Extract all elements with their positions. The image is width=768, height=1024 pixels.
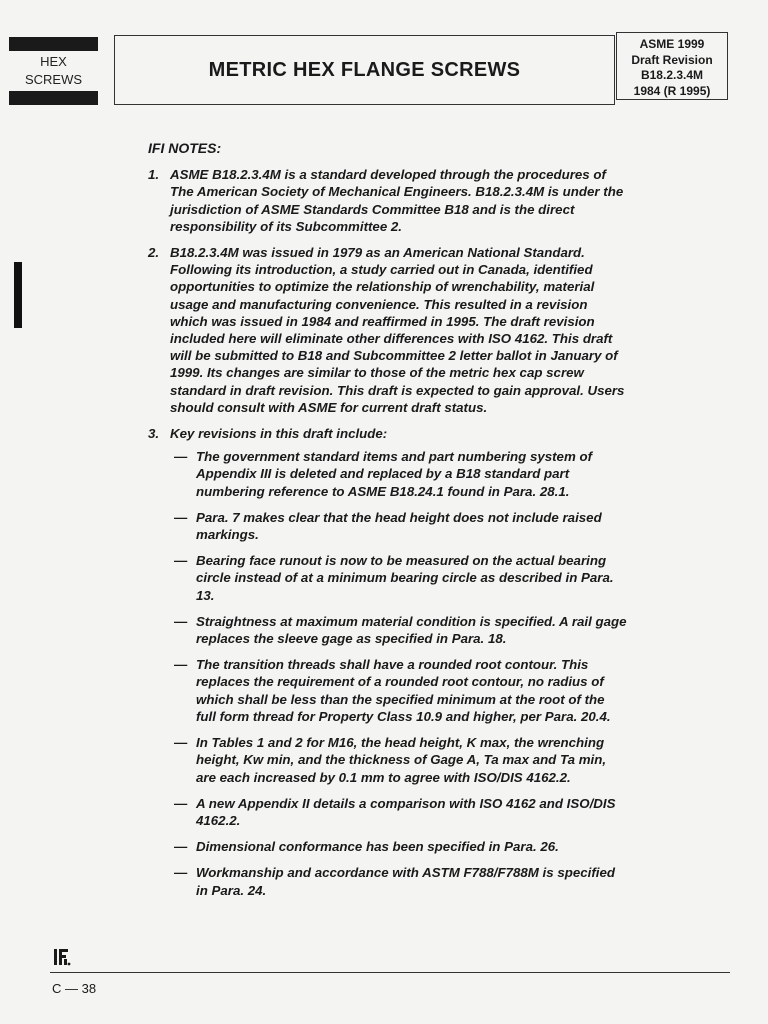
tab-bar-bottom <box>9 91 98 105</box>
revision-item <box>148 552 628 604</box>
tab-bar-top <box>9 37 98 51</box>
note-number: 2. <box>148 245 160 261</box>
revision-text: Workmanship and accordance with ASTM F788/F788M is specified in Para. 24. <box>196 865 615 898</box>
dash-bullet: — <box>174 657 188 673</box>
revision-text: Dimensional conformance has been specified in Para. 26. <box>196 839 559 855</box>
dash-bullet: — <box>174 509 188 525</box>
revision-text: The government standard items and part numbering system of Appendix III is deleted and replaced by a B18 standard part numbering reference to ASME B18.24.1 found in Para. 28.1. <box>196 449 593 499</box>
revision-item <box>148 656 628 725</box>
revision-text: A new Appendix II details a comparison with ISO 4162 and ISO/DIS 4162.2. <box>196 795 616 828</box>
ref-line-3: B18.2.3.4M <box>640 68 704 82</box>
revision-text: The transition threads shall have a rounded root contour. This replaces the requirement of a rounded root contour, no radius of which shall be less than the specified minimum at the root of the full form thread for Property Class 10.9 and higher, per Para. 20.4. <box>196 657 611 724</box>
note-text: Key revisions in this draft include: <box>170 426 388 442</box>
ifi-logo-icon <box>52 946 72 968</box>
standard-reference-box <box>616 32 728 100</box>
page-title: METRIC HEX FLANGE SCREWS <box>208 58 521 81</box>
ref-line-4: 1984 (R 1995) <box>633 83 711 98</box>
revision-text: Bearing face runout is now to be measured on the actual bearing circle instead of at a minimum bearing circle as described in Para. 13. <box>196 553 614 603</box>
note-item <box>148 425 628 899</box>
dash-bullet: — <box>174 449 188 465</box>
revision-text: In Tables 1 and 2 for M16, the head height, K max, the wrenching height, Kw min, and the thickness of Gage A, Ta max and Ta min, are each increased by 0.1 mm to agree with ISO/DIS 4162.2. <box>196 735 607 785</box>
section-tab <box>9 37 98 105</box>
ifi-notes <box>148 140 628 908</box>
note-number: 1. <box>148 167 160 183</box>
note-number: 3. <box>148 426 160 442</box>
margin-marker <box>14 262 22 328</box>
note-item <box>148 166 628 235</box>
section-tab-label: HEX SCREWS <box>24 54 83 87</box>
dash-bullet: — <box>174 735 188 751</box>
dash-bullet: — <box>174 613 188 629</box>
note-item <box>148 244 628 416</box>
dash-bullet: — <box>174 865 188 881</box>
revision-item <box>148 838 628 855</box>
revision-text: Para. 7 makes clear that the head height does not include raised markings. <box>196 509 602 543</box>
revision-text: Straightness at maximum material condition is specified. A rail gage replaces the sleeve gage as specified in Para. 18. <box>196 613 627 647</box>
notes-heading: IFI NOTES: <box>148 140 222 156</box>
revision-list <box>170 448 628 898</box>
dash-bullet: — <box>174 839 188 855</box>
revision-item <box>148 613 628 647</box>
note-text: B18.2.3.4M was issued in 1979 as an American National Standard. Following its introduction, a study carried out in Canada, identified opportunities to optimize the relationship of wrenchability, material usage and manufacturing convenience. This resulted in a revision which was issued in 1984 and reaffirmed in 1995. The draft revision included here will eliminate other differences with ISO 4162. This draft will be submitted to B18 and Subcommittee 2 letter ballot in January of 1999. Its changes are similar to those of the metric hex cap screw standard in draft revision. This draft is expected to gain approval. Users should consult with ASME for current draft status. <box>170 245 625 415</box>
dash-bullet: — <box>174 795 188 811</box>
page-number: C — 38 <box>52 981 97 996</box>
footer-divider <box>50 972 730 973</box>
revision-item <box>148 509 628 543</box>
ref-line-2: Draft Revision <box>631 52 713 67</box>
ref-line-1: ASME 1999 <box>639 37 705 51</box>
revision-item <box>148 734 628 786</box>
revision-item <box>148 448 628 500</box>
note-text: ASME B18.2.3.4M is a standard developed through the procedures of The American Society of Mechanical Engineers. B18.2.3.4M is under the jurisdiction of ASME Standards Committee B18 and is the direct responsibility of its Subcommittee 2. <box>170 167 624 234</box>
revision-item <box>148 795 628 829</box>
page-title-box <box>114 35 615 105</box>
dash-bullet: — <box>174 553 188 569</box>
revision-item <box>148 864 628 898</box>
